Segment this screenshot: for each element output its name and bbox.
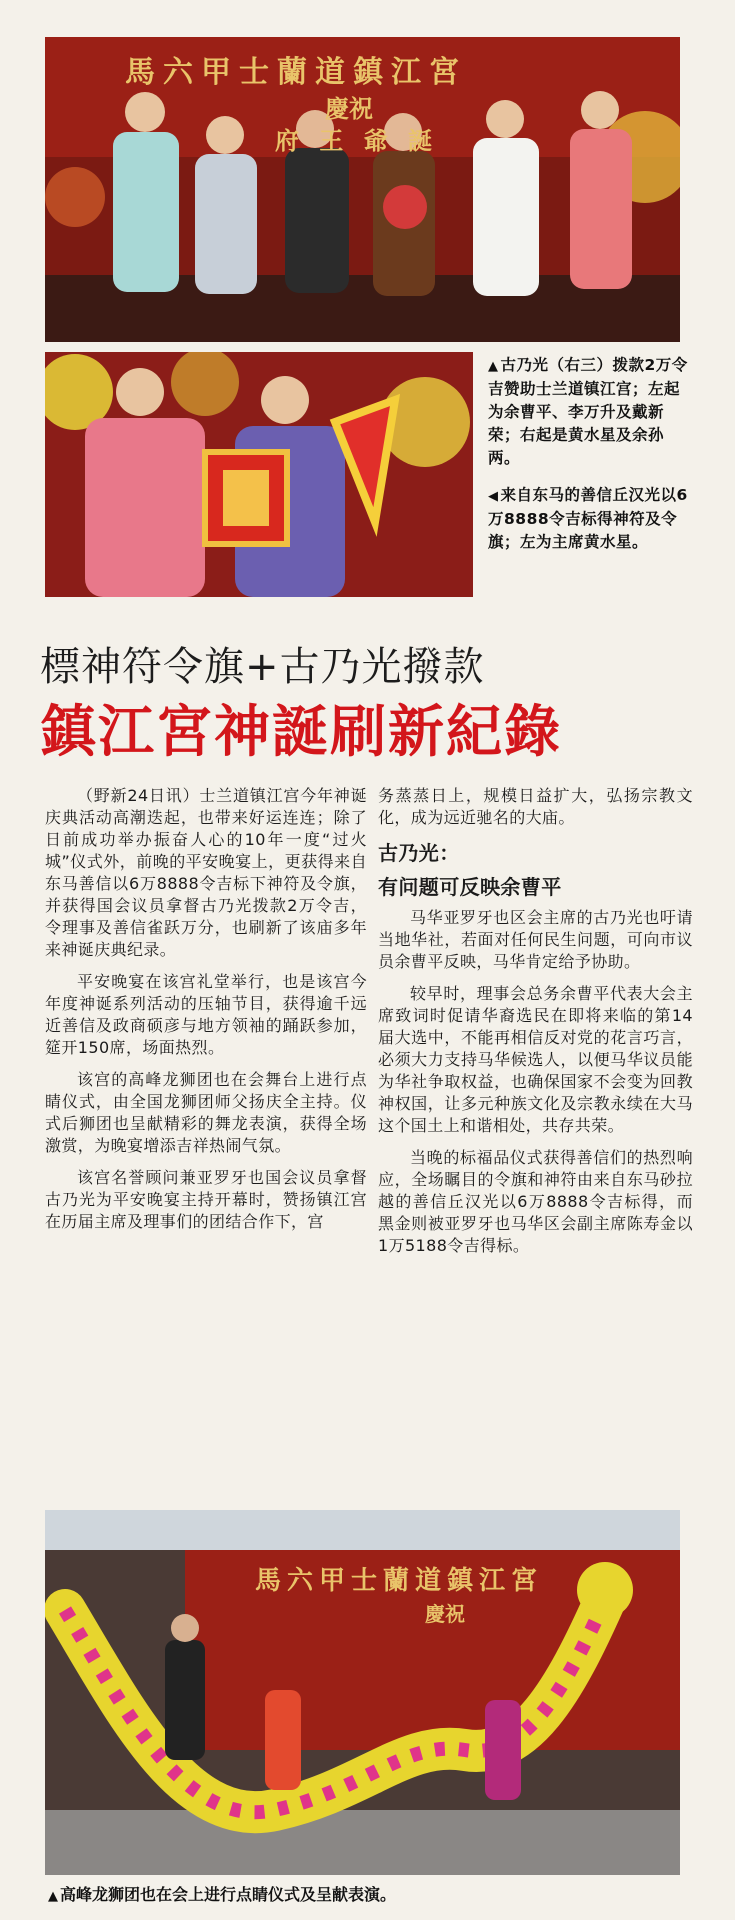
caption-text-2: 来自东马的善信丘汉光以6万8888令吉标得神符及令旗；左为主席黄水星。 (488, 486, 688, 551)
photo-group-donation (45, 37, 680, 342)
triangle-up-icon: ▲ (48, 1889, 58, 1904)
banner-subtext: 慶祝 (425, 1602, 465, 1626)
article-column-left (45, 785, 367, 1243)
caption-text-1: 古乃光（右三）拨款2万令吉赞助士兰道镇江宫；左起为余曹平、李万升及戴新荣；右起是黄水星及余孙两。 (488, 356, 688, 467)
article-paragraph: 该宫名誉顾问兼亚罗牙也国会议员拿督古乃光为平安晚宴主持开幕时，赞扬镇江宫在历届主席及理事们的团结合作下，宫 (45, 1168, 367, 1231)
caption-text-bottom: 高峰龙狮团也在会上进行点睛仪式及呈献表演。 (60, 1885, 397, 1904)
article-paragraph: 马华亚罗牙也区会主席的古乃光也吁请当地华社，若面对任何民生问题，可向市议员余曹平反映，马华肯定给予协助。 (378, 908, 693, 971)
subhead-name: 古乃光： (378, 841, 460, 865)
photo-flag-handover (45, 352, 473, 597)
banner-text: 馬六甲士蘭道鎮江宮 (125, 55, 467, 90)
article-paragraph: 务蒸蒸日上，规模日益扩大，弘扬宗教文化，成为远近驰名的大庙。 (378, 786, 693, 827)
photo-dragon-dance (45, 1510, 680, 1875)
banner-line2: 府 王 爺 誕 (275, 126, 439, 155)
triangle-left-icon: ◀ (488, 489, 499, 504)
article-paragraph: （野新24日讯）士兰道镇江宫今年神诞庆典活动高潮迭起，也带来好运连连；除了日前成功举办振奋人心的10年一度“过火城”仪式外，前晚的平安晚宴上，更获得来自东马善信以6万8888令吉标下神符及令旗，并获得国会议员拿督古乃光拨款2万令吉，令理事及善信雀跃万分，也刷新了该庙多年来神诞庆典纪录。 (45, 786, 367, 959)
main-headline: 鎮江宮神誕刷新紀錄 (40, 700, 562, 765)
photo-caption-right (488, 354, 688, 568)
kicker-headline: 標神符令旗+古乃光撥款 (40, 644, 485, 690)
subhead-title: 有问题可反映余曹平 (378, 875, 562, 899)
article-paragraph: 较早时，理事会总务余曹平代表大会主席致词时促请华裔选民在即将来临的第14届大选中，不能再相信反对党的花言巧言，必须大力支持马华候选人，以便马华议员能为华社争取权益，也确保国家不会变为回教神权国，让多元种族文化及宗教永续在大马这个国土上和谐相处，共存共荣。 (378, 984, 693, 1135)
article-paragraph: 该宫的高峰龙狮团也在会舞台上进行点睛仪式，由全国龙狮团师父扬庆全主持。仪式后狮团也呈献精彩的舞龙表演，获得全场激赏，为晚宴增添吉祥热闹气氛。 (45, 1070, 367, 1155)
article-paragraph: 平安晚宴在该宫礼堂举行，也是该宫今年度神诞系列活动的压轴节目，获得逾千远近善信及政商硕彦与地方领袖的踊跃参加，筵开150席，场面热烈。 (45, 972, 367, 1057)
triangle-up-icon: ▲ (488, 359, 499, 374)
article-paragraph: 当晚的标福品仪式获得善信们的热烈响应，全场瞩目的令旗和神符由来自东马砂拉越的善信丘汉光以6万8888令吉标得，而黑金则被亚罗牙也马华区会副主席陈寿金以1万5188令吉得标。 (378, 1148, 693, 1255)
banner-text: 馬六甲士蘭道鎮江宮 (255, 1566, 544, 1596)
article-column-right (378, 785, 693, 1267)
photo-caption-bottom (48, 1884, 688, 1908)
banner-subtext: 慶祝 (325, 94, 373, 123)
